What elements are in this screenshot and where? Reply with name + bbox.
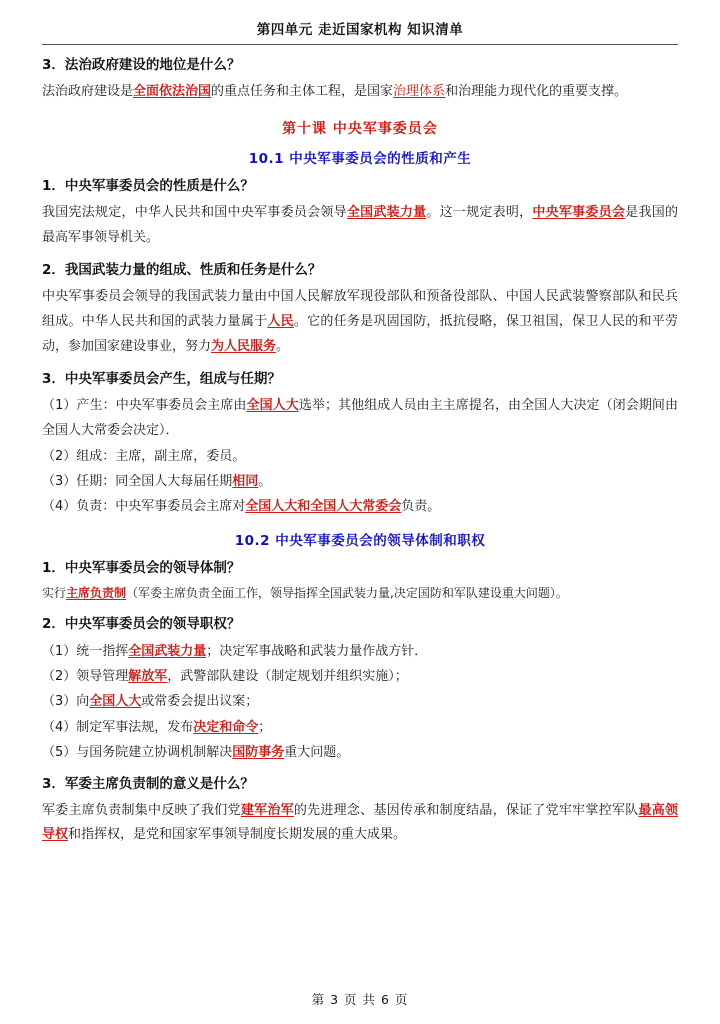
list-item-text: （2）领导管理: [42, 669, 129, 685]
list-item: [42, 689, 678, 714]
highlight-term: 最高领导权: [42, 802, 678, 842]
list-item-text: ；决定军事战略和武装力量作战方针．: [206, 643, 428, 659]
answer-paragraph: [42, 200, 678, 251]
highlight-term: 全国人大和全国人大常委会: [245, 499, 402, 515]
list-item-text: （4）制定军事法规，发布: [42, 719, 194, 735]
list-item: [42, 494, 678, 519]
list-item-text: （4）负责：中央军事委员会主席对: [42, 499, 246, 515]
list-item-text: （3）向: [42, 694, 90, 710]
highlight-term: 治理体系: [393, 84, 446, 100]
question-heading: 2．中央军事委员会的领导职权？: [42, 616, 241, 633]
highlight-term: 相同: [232, 474, 259, 490]
list-item-text: （1）统一指挥: [42, 643, 129, 659]
list-item: [42, 664, 678, 689]
highlight-term: 为人民服务: [211, 339, 277, 355]
answer-paragraph: [42, 284, 678, 360]
highlight-term: 全国人大: [89, 694, 142, 710]
list-item-text: ，武警部队建设（制定规划并组织实施）；: [167, 669, 408, 685]
question-heading: 1．中央军事委员会的性质是什么？: [42, 177, 254, 194]
highlight-term: 全国武装力量: [346, 204, 427, 220]
list-item-text: 负责。: [401, 499, 441, 515]
answer-paragraph: [42, 582, 678, 605]
list-item-text: 或常委会提出议案；: [141, 694, 259, 710]
list-item: [42, 444, 678, 469]
highlight-term: 全国武装力量: [128, 643, 207, 659]
highlight-term: 主席负责制: [66, 586, 127, 601]
answer-text-part: 实行: [42, 586, 67, 601]
question-heading: 3．中央军事委员会产生，组成与任期？: [42, 370, 281, 387]
answer-text-part: 法治政府建设是: [42, 84, 134, 100]
highlight-term: 解放军: [128, 669, 168, 685]
highlight-term: 决定和命令: [193, 719, 259, 735]
section-title-10-1: 10.1 中央军事委员会的性质和产生: [248, 150, 472, 167]
list-item: [42, 393, 678, 444]
list-item-text: （3）任期：同全国人大每届任期: [42, 474, 233, 490]
highlight-term: 全国人大: [246, 398, 299, 414]
answer-text-part: 的先进理念、基因传承和制度结晶，保证了党牢牢掌控军队: [293, 802, 639, 818]
highlight-term: 人民: [267, 314, 294, 330]
question-heading: 3．军委主席负责制的意义是什么？: [42, 776, 254, 793]
list-item-text: 。: [258, 474, 272, 490]
list-item: [42, 469, 678, 494]
section-title-10-2: 10.2 中央军事委员会的领导体制和职权: [234, 532, 486, 549]
list-item-text: 选举；其他组成人员由主主席提名，由全国人大决定（闭会期间由全国人大常委会决定）．: [42, 398, 678, 439]
question-heading: 1．中央军事委员会的领导体制？: [42, 559, 241, 576]
highlight-term: 全面依法治国: [133, 84, 212, 100]
list-item-text: ；: [258, 719, 272, 735]
highlight-term: 建军治军: [240, 802, 294, 818]
answer-paragraph: [42, 79, 678, 104]
highlight-term: 中央军事委员会: [532, 204, 626, 220]
list-item: [42, 639, 678, 664]
list-item-text: （5）与国务院建立协调机制解决: [42, 745, 233, 761]
answer-paragraph: [42, 799, 678, 847]
page-footer: 第 3 页 共 6 页: [311, 992, 409, 1007]
question-heading: 3．法治政府建设的地位是什么？: [42, 57, 241, 73]
answer-text-part: 。: [276, 339, 290, 355]
highlight-term: 国防事务: [232, 745, 285, 761]
list-item: [42, 740, 678, 765]
answer-text-part: 军委主席负责制集中反映了我们党: [42, 802, 241, 818]
answer-text-part: 是我国的最高军事领导机关。: [42, 204, 678, 246]
answer-text-part: 我国宪法规定，中华人民共和国中央军事委员会领导: [42, 204, 347, 220]
lesson-title: 第十课 中央军事委员会: [282, 120, 438, 137]
list-item: [42, 715, 678, 740]
answer-text-part: 和指挥权，是党和国家军事领导制度长期发展的重大成果。: [68, 826, 407, 842]
answer-text-part: 中央军事委员会领导的我国武装力量由中国人民解放军现役部队和预备役部队、中国人民武装警察部队和民兵组成。中华人民共和国的武装力量属于: [42, 288, 678, 330]
page-header-title: 第四单元 走近国家机构 知识清单: [256, 22, 464, 38]
header-divider: [42, 44, 678, 45]
answer-text-part: 。这一规定表明，: [426, 204, 533, 220]
question-heading: 2．我国武装力量的组成、性质和任务是什么？: [42, 261, 322, 278]
answer-text-part: 和治理能力现代化的重要支撑。: [445, 84, 628, 100]
list-item-text: （2）组成：主席，副主席，委员。: [42, 448, 246, 464]
answer-text-part: （军委主席负责全面工作，领导指挥全国武装力量,决定国防和军队建设重大问题）。: [126, 586, 568, 601]
list-item-text: （1）产生：中央军事委员会主席由: [42, 398, 247, 414]
list-item-text: 重大问题。: [284, 745, 350, 761]
answer-text-part: 。它的任务是巩固国防，抵抗侵略，保卫祖国，保卫人民的和平劳动，参加国家建设事业，努力: [42, 314, 678, 355]
answer-text-part: 的重点任务和主体工程，是国家: [211, 84, 394, 100]
